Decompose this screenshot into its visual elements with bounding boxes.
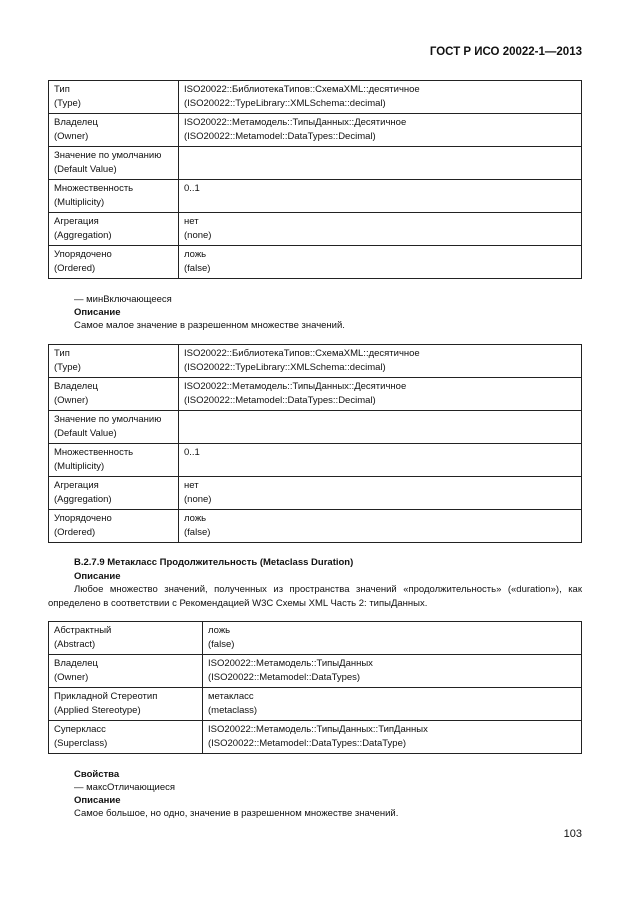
table-row [49, 180, 582, 213]
key-ru: Агрегация [54, 216, 99, 227]
property-value [179, 114, 582, 147]
property-key [49, 81, 179, 114]
key-en: (Applied Stereotype) [54, 705, 141, 716]
key-ru: Владелец [54, 381, 98, 392]
value-ru: ISO20022::БиблиотекаТипов::СхемаXML::десятичное [184, 348, 420, 359]
table-row [49, 655, 582, 688]
property-value [179, 444, 582, 477]
value-en: (none) [184, 230, 212, 241]
value-en: (ISO20022::Metamodel::DataTypes::DataType) [208, 738, 407, 749]
table-row [49, 510, 582, 543]
table-row [49, 622, 582, 655]
value-en: (ISO20022::TypeLibrary::XMLSchema::decimal) [184, 362, 386, 373]
value-en: (ISO20022::Metamodel::DataTypes::Decimal) [184, 131, 376, 142]
table-row [49, 213, 582, 246]
value-ru: ISO20022::БиблиотекаТипов::СхемаXML::десятичное [184, 84, 420, 95]
page-number: 103 [563, 828, 582, 840]
property-key [49, 655, 203, 688]
property-key [49, 510, 179, 543]
property-key [49, 444, 179, 477]
table-row [49, 114, 582, 147]
key-ru: Упорядочено [54, 249, 112, 260]
property-key [49, 180, 179, 213]
property-key [49, 622, 203, 655]
table-body [49, 622, 582, 754]
value-ru: 0..1 [184, 447, 200, 458]
value-ru: нет [184, 216, 199, 227]
value-en: (none) [184, 494, 212, 505]
value-ru: ISO20022::Метамодель::ТипыДанных [208, 658, 373, 669]
table-row [49, 246, 582, 279]
property-value [179, 180, 582, 213]
property-table-2 [48, 344, 582, 543]
description-text: Самое малое значение в разрешенном множестве значений. [74, 320, 345, 331]
key-en: (Owner) [54, 672, 89, 683]
property-key [49, 721, 203, 754]
value-en: (ISO20022::Metamodel::DataTypes) [208, 672, 361, 683]
value-ru: 0..1 [184, 183, 200, 194]
key-en: (Default Value) [54, 164, 117, 175]
key-en: (Type) [54, 362, 81, 373]
value-ru: ISO20022::Метамодель::ТипыДанных::Десятичное [184, 117, 407, 128]
value-en: (false) [184, 527, 211, 538]
property-key [49, 378, 179, 411]
key-en: (Superclass) [54, 738, 108, 749]
property-value [203, 721, 582, 754]
value-en: (false) [208, 639, 235, 650]
value-ru: ISO20022::Метамодель::ТипыДанных::Десятичное [184, 381, 407, 392]
property-key [49, 213, 179, 246]
property-value [179, 81, 582, 114]
property-value [179, 411, 582, 444]
property-value [179, 345, 582, 378]
property-value [203, 688, 582, 721]
property-value [179, 378, 582, 411]
property-value [179, 147, 582, 180]
table-row [49, 345, 582, 378]
value-ru: ложь [184, 249, 207, 260]
property-value [179, 477, 582, 510]
key-ru: Значение по умолчанию [54, 150, 162, 161]
table-row [49, 444, 582, 477]
value-en: (ISO20022::TypeLibrary::XMLSchema::decimal) [184, 98, 386, 109]
value-en: (false) [184, 263, 211, 274]
value-ru: ложь [184, 513, 207, 524]
key-ru: Множественность [54, 183, 134, 194]
property-value [203, 622, 582, 655]
table-row [49, 477, 582, 510]
property-key [49, 147, 179, 180]
property-key [49, 114, 179, 147]
value-en: (ISO20022::Metamodel::DataTypes::Decimal) [184, 395, 376, 406]
key-en: (Owner) [54, 131, 89, 142]
key-en: (Ordered) [54, 527, 96, 538]
key-en: (Ordered) [54, 263, 96, 274]
key-ru: Суперкласс [54, 724, 106, 735]
property-value [179, 510, 582, 543]
value-en: (metaclass) [208, 705, 258, 716]
key-ru: Упорядочено [54, 513, 112, 524]
key-ru: Тип [54, 348, 70, 359]
table-row [49, 721, 582, 754]
table-row [49, 147, 582, 180]
description-heading: Описание [74, 571, 121, 582]
value-ru: ложь [208, 625, 231, 636]
table-body [49, 345, 582, 543]
property-key [49, 688, 203, 721]
property-value [179, 213, 582, 246]
key-en: (Aggregation) [54, 494, 112, 505]
key-ru: Абстрактный [54, 625, 112, 636]
key-en: (Multiplicity) [54, 461, 105, 472]
value-ru: ISO20022::Метамодель::ТипыДанных::ТипДанных [208, 724, 428, 735]
value-ru: нет [184, 480, 199, 491]
table-row [49, 378, 582, 411]
section-title: В.2.7.9 Метакласс Продолжительность (Metaclass Duration) [74, 557, 354, 568]
table-body [49, 81, 582, 279]
attribute-name: — минВключающееся [74, 294, 172, 305]
key-ru: Владелец [54, 117, 98, 128]
key-en: (Aggregation) [54, 230, 112, 241]
key-ru: Агрегация [54, 480, 99, 491]
attribute-name: — максОтличающиеся [74, 782, 176, 793]
section-paragraph: Любое множество значений, полученных из пространства значений «продолжительность» («duration»), как определено в соответствии с Рекомендацией W3C Схемы XML Часть 2: типыДанных. [48, 584, 582, 609]
key-ru: Владелец [54, 658, 98, 669]
table-row [49, 81, 582, 114]
table-row [49, 688, 582, 721]
properties-heading: Свойства [74, 769, 120, 780]
property-value [179, 246, 582, 279]
key-en: (Type) [54, 98, 81, 109]
property-value [203, 655, 582, 688]
property-key [49, 411, 179, 444]
key-ru: Множественность [54, 447, 134, 458]
key-ru: Прикладной Стереотип [54, 691, 158, 702]
property-key [49, 345, 179, 378]
property-table-1 [48, 80, 582, 279]
description-text: Самое большое, но одно, значение в разрешенном множестве значений. [74, 808, 399, 819]
value-ru: метакласс [208, 691, 254, 702]
property-table-3 [48, 621, 582, 754]
key-en: (Multiplicity) [54, 197, 105, 208]
key-en: (Default Value) [54, 428, 117, 439]
property-key [49, 246, 179, 279]
key-ru: Значение по умолчанию [54, 414, 162, 425]
key-ru: Тип [54, 84, 70, 95]
property-key [49, 477, 179, 510]
description-heading: Описание [74, 795, 121, 806]
key-en: (Owner) [54, 395, 89, 406]
key-en: (Abstract) [54, 639, 96, 650]
document-header: ГОСТ Р ИСО 20022-1—2013 [429, 46, 582, 58]
description-heading: Описание [74, 307, 121, 318]
table-row [49, 411, 582, 444]
